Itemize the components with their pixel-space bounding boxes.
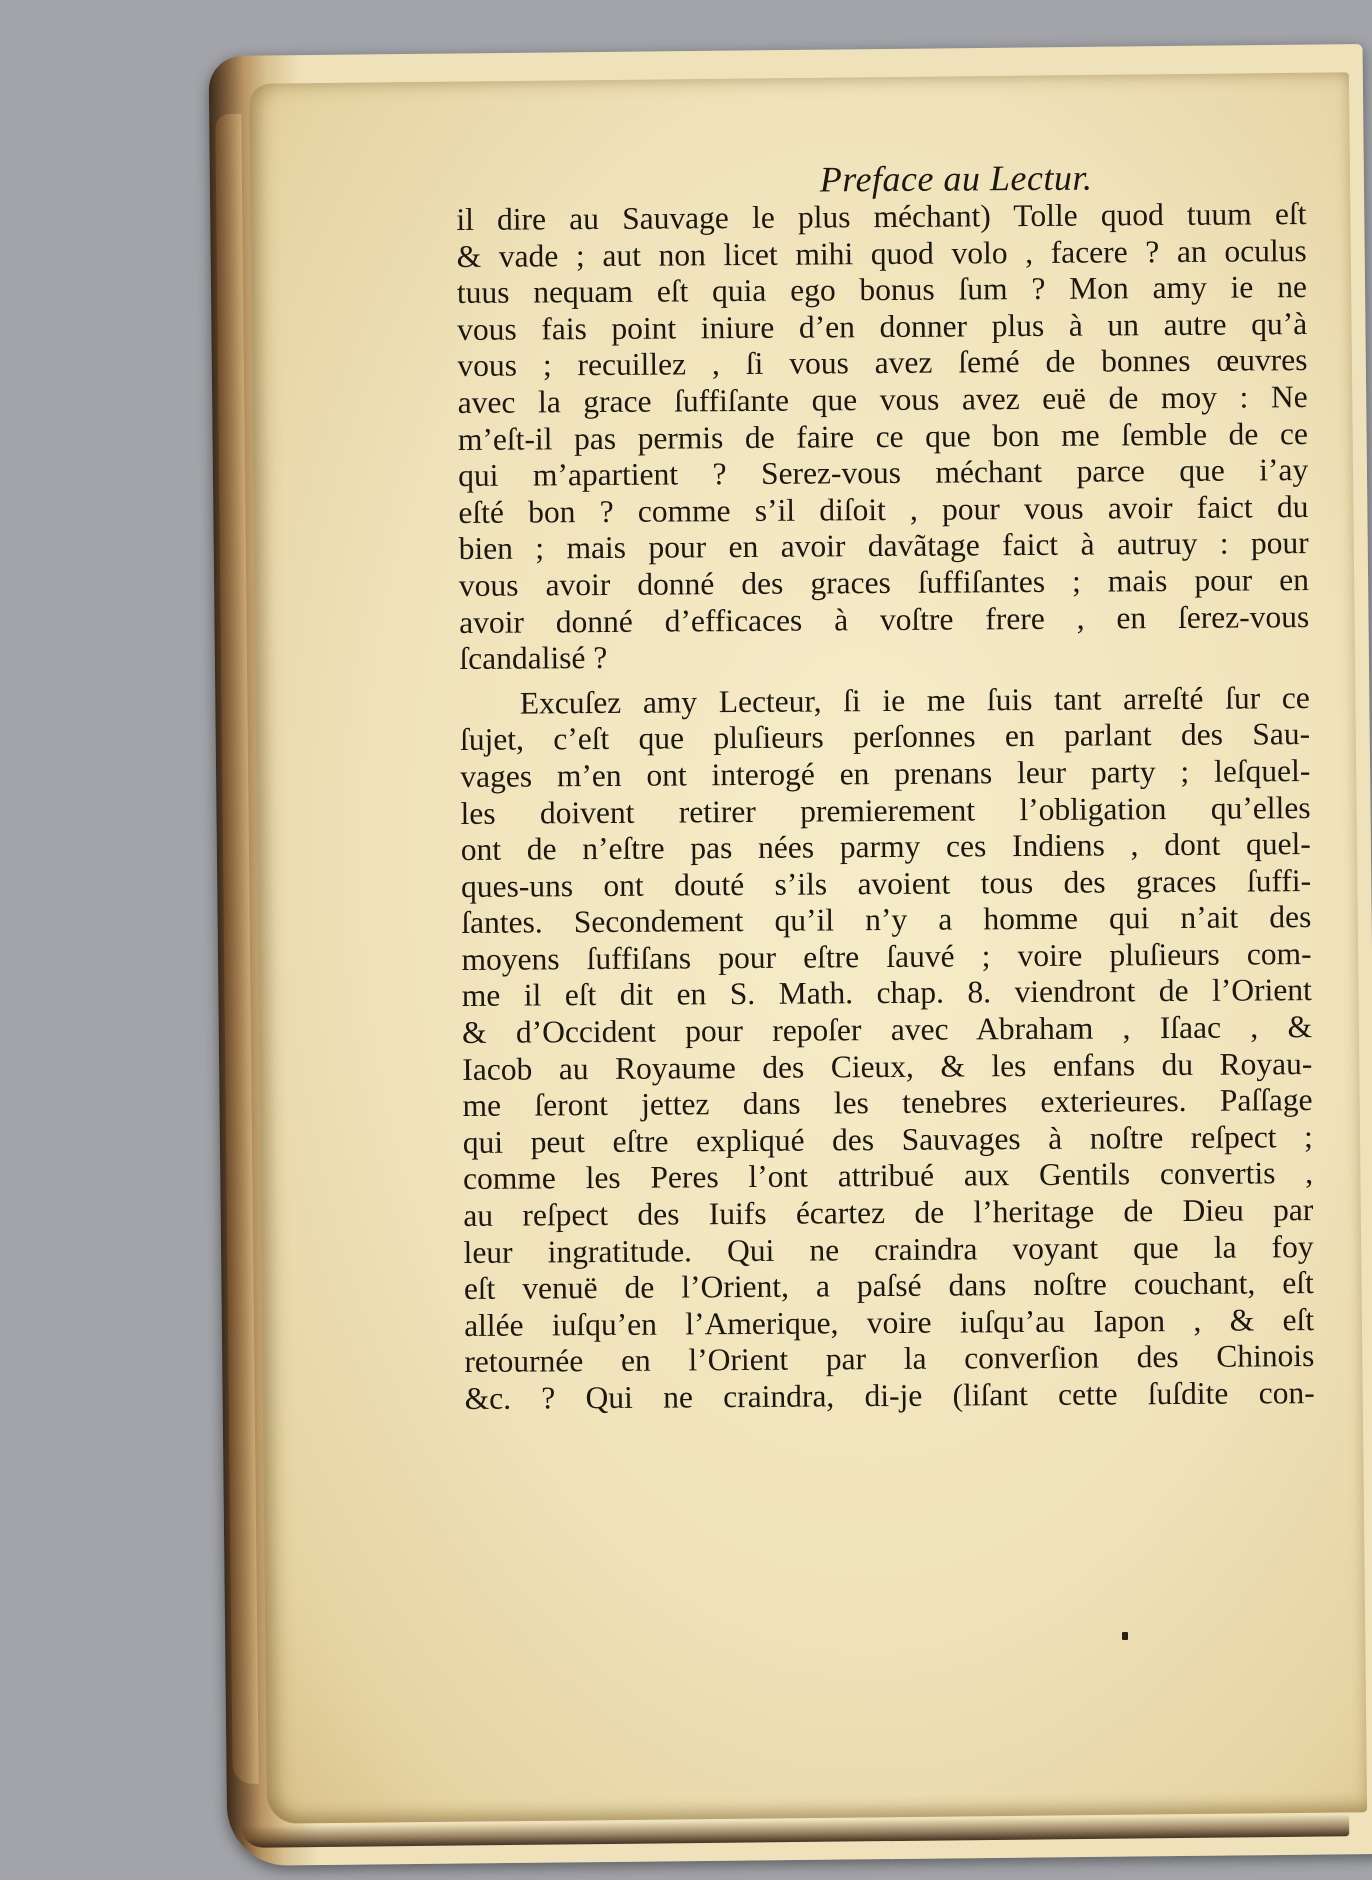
text-line: vous avoir donné des graces ſuffiſantes ; mais pour en [458,561,1310,603]
text-line: avoir donné d’efficaces à voſtre frere , en ſerez-vous [459,598,1310,640]
ink-spot [1122,1632,1128,1640]
text-line: Excuſez amy Lecteur, ſi ie me ſuis tant arreſté ſur ce [519,679,1310,721]
text-line: vages m’en ont interogé en prenans leur party ; leſquel- [460,752,1311,794]
text-line: les doivent retirer premierement l’obligation qu’elles [460,789,1311,831]
text-line: qui m’apartient ? Serez-vous méchant parce que i’ay [458,452,1309,494]
running-head: Preface au Lectur. [819,157,1093,200]
text-line: me ſeront jettez dans les tenebres exterieures. Paſſage [462,1082,1313,1124]
text-line: avec la grace ſuffiſante que vous avez euë de moy : Ne [457,379,1308,420]
text-line: eſté bon ? comme s’il diſoit , pour vous avoir faict du [458,488,1309,530]
text-line: ques-uns ont douté s’ils avoient tous des graces ſuffi- [460,862,1312,904]
text-line: retournée en l’Orient par la converſion des Chinois [464,1338,1315,1380]
text-line: allée iuſqu’en l’Amerique, voire iuſqu’au Iapon , & eſt [463,1301,1315,1343]
text-line: leur ingratitude. Qui ne craindra voyant que la foy [463,1228,1314,1270]
text-line: &c. ? Qui ne craindra, di-je (liſant cette ſuſdite con- [464,1375,1315,1416]
text-line: & vade ; aut non licet mihi quod volo , facere ? an oculus [456,232,1307,274]
text-line: vous fais point iniure d’en donner plus à un autre qu’à [457,305,1308,347]
text-line: me il eſt dit en S. Math. chap. 8. viendront de l’Orient [461,972,1312,1014]
text-line: & d’Occident pour repoſer avec Abraham , Iſaac , & [461,1009,1313,1051]
page-text [456,156,1315,1417]
text-line: au reſpect des Iuifs écartez de l’heritage de Dieu par [463,1192,1314,1234]
text-line: eſt venuë de l’Orient, a paſsé dans noſtre couchant, eſt [463,1265,1314,1307]
text-line: ont de n’eſtre pas nées parmy ces Indiens , dont quel- [460,826,1311,868]
text-line: vous ; recuillez , ſi vous avez ſemé de bonnes œuvres [457,342,1308,384]
text-line: ſantes. Secondement qu’il n’y a homme qui n’ait des [461,899,1312,941]
text-line: ſcandalisé ? [459,640,608,677]
text-line: comme les Peres l’ont attribué aux Gentils convertis , [462,1155,1314,1197]
text-line: il dire au Sauvage le plus méchant) Tolle quod tuum eſt [456,196,1307,237]
text-line: qui peut eſtre expliqué des Sauvages à noſtre reſpect ; [462,1118,1313,1160]
text-line: bien ; mais pour en avoir davãtage faict à autruy : pour [458,525,1309,567]
paragraph-2 [460,680,1315,1418]
text-line: moyens ſuffiſans pour eſtre ſauvé ; voire pluſieurs com- [461,935,1312,977]
text-line: m’eſt-il pas permis de faire ce que bon me ſemble de ce [457,415,1309,457]
paragraph-1 [456,196,1309,678]
text-line: Iacob au Royaume des Cieux, & les enfans du Royau- [462,1045,1313,1087]
text-line: ſujet, c’eſt que pluſieurs perſonnes en parlant des Sau- [459,716,1311,758]
text-line: tuus nequam eſt quia ego bonus ſum ? Mon amy ie ne [456,269,1308,311]
